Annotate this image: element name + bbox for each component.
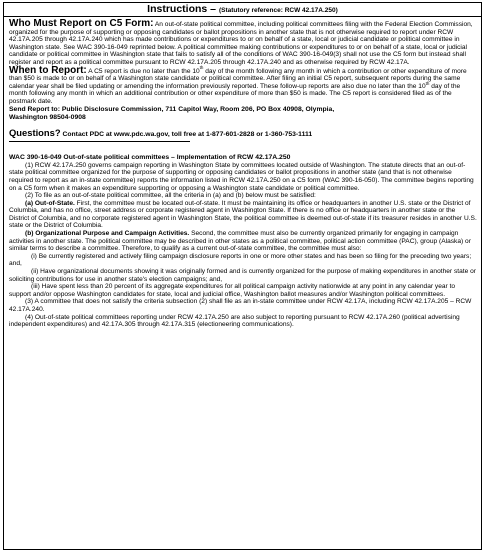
- superscript-th: th: [199, 64, 204, 70]
- wac-2a-label: (a) Out-of-State.: [25, 199, 75, 207]
- who-must-report-section: [9, 20, 477, 67]
- wac-paragraph-ii: (ii) Have organizational documents showing it was originally formed and is currently organized for the purpose of making expenditures in another state or soliciting contributions for use in another state's election campaigns; and,: [9, 268, 476, 283]
- wac-2b-body: Second, the committee must also be currently organized primarily for engaging in campaign activities in another state. The political committee may be described in other states as a political committee, political action committee (PAC), group (Alaska) or similar terms to describe a committee. Therefore, to qualify as a current out-of-state committee, the committee must also:: [9, 230, 471, 253]
- when-to-report-heading: When to Report:: [9, 64, 87, 76]
- when-to-report-body-1: A C5 report is due no later than the 10: [86, 67, 200, 75]
- wac-section: [9, 154, 477, 329]
- who-must-report-body: An out-of-state political committee, including political committees filing with the Federal Election Commission, organized for the purpose of supporting or opposing candidates or ballot propositions in another state that is not otherwise required to report under RCW 42.17A.205 through 42.17A.240 which has made contributions or expenditures to or on behalf of a state, local or judicial candidate or political committee in Washington state. See WAC 390-16-049 reprinted below. A political committee making contributions or expenditures to or on behalf of a state, local or judicial candidate or political committee in Washington state that fails to satisfy all of the conditions of WAC 390-16-049(3) shall not use the C5 form but instead shall register and report as a political committee pursuant to RCW 42.17A.205 through 42.17A.240 and as otherwise required by RCW 42.17A.: [9, 21, 473, 66]
- send-report-line-1: Send Report to: Public Disclosure Commission, 711 Capitol Way, Room 206, PO Box 40908, Olympia,: [9, 105, 335, 113]
- wac-paragraph-2: (2) To file as an out-of-state political committee, all the criteria in (a) and (b) below must be satisfied:: [25, 192, 316, 200]
- wac-paragraph-1: (1) RCW 42.17A.250 governs campaign reporting in Washington State by committees located outside of Washington. The statute directs that an out-of-state political committee organized for the purpose of supporting or opposing candidates or ballot propositions in another state (and that is not otherwise required to report as an in-state committee) reports the information listed in RCW 42.17A.250 on a C5 form (WAC 390-16-050). The committee begins reporting on a C5 form when it makes an expenditure supporting or opposing a Washington state candidate or political committee.: [9, 161, 474, 192]
- wac-paragraph-2a: [9, 200, 477, 230]
- instructions-content: [4, 17, 481, 329]
- title-bar: [4, 3, 481, 17]
- wac-paragraph-3: (3) A committee that does not satisfy the criteria subsection (2) shall file as an in-state committee under RCW 42.17A, including RCW 42.17A.205 – RCW 42.17A.240.: [9, 298, 472, 313]
- when-to-report-body-3: day of the month following any month in which an additional contribution or other expenditure of more than $50 is made. The C5 report is considered filed as of the postmark date.: [9, 82, 461, 105]
- wac-paragraph-i: (i) Be currently registered and actively filing campaign disclosure reports in one or more other states and has been so filing for the preceding two years; and,: [9, 252, 472, 268]
- wac-2a-body: First, the committee must be located out-of-state. It must be maintaining its office or headquarters in another U.S. state or the District of Columbia, and has no office, street address or corporate registered agent in Washington State. If there is no office or headquarters in another state or the District of Columbia, and no corporate registered agent in Washington State, the political committee is deemed out-of-state if its treasurer resides in another U.S. state or the District of Columbia.: [9, 199, 477, 230]
- when-to-report-body-2: day of the month following any month in which a contribution or other expenditure of more than $50 is made to or on behalf of a Washington state candidate or political committee. After filing an initial C5 report, subsequent reports during the same calendar year shall be filed updating or amending the information previously reported. These follow-up reports are also due no later than the 10: [9, 67, 467, 90]
- wac-title: WAC 390-16-049 Out-of-state political committees – Implementation of RCW 42.17A.250: [9, 154, 291, 162]
- superscript-th: th: [425, 80, 430, 86]
- page-title: Instructions –: [147, 3, 217, 15]
- who-must-report-heading: Who Must Report on C5 Form:: [9, 18, 154, 29]
- divider: [9, 141, 190, 142]
- questions-section: [9, 126, 477, 139]
- send-report-section: [9, 106, 477, 122]
- instructions-page: [3, 2, 482, 550]
- send-report-line-2: Washington 98504-0908: [9, 113, 86, 121]
- questions-heading: Questions?: [9, 126, 61, 138]
- wac-paragraph-4: (4) Out-of-state political committees reporting under RCW 42.17A.250 are also subject to reporting pursuant to RCW 42.17A.260 (political advertising independent expenditures) and 42.17A.305 through 42.17A.315 (electioneering communications).: [9, 313, 460, 329]
- wac-2b-label: (b) Organizational Purpose and Campaign Activities.: [25, 230, 190, 238]
- wac-paragraph-iii: (iii) Have spent less than 20 percent of its aggregate expenditures for all political campaign activity nationwide at any point in any calendar year to support and/or oppose Washington candidates for state, local and judicial office, Washington ballot measures and/or Washington political committees.: [9, 283, 456, 298]
- when-to-report-section: [9, 64, 477, 106]
- wac-paragraph-2b: [9, 230, 477, 253]
- statutory-reference: (Statutory reference: RCW 42.17A.250): [218, 7, 338, 14]
- contact-info: Contact PDC at www.pdc.wa.gov, toll free at 1-877-601-2828 or 1-360-753-1111: [60, 130, 313, 138]
